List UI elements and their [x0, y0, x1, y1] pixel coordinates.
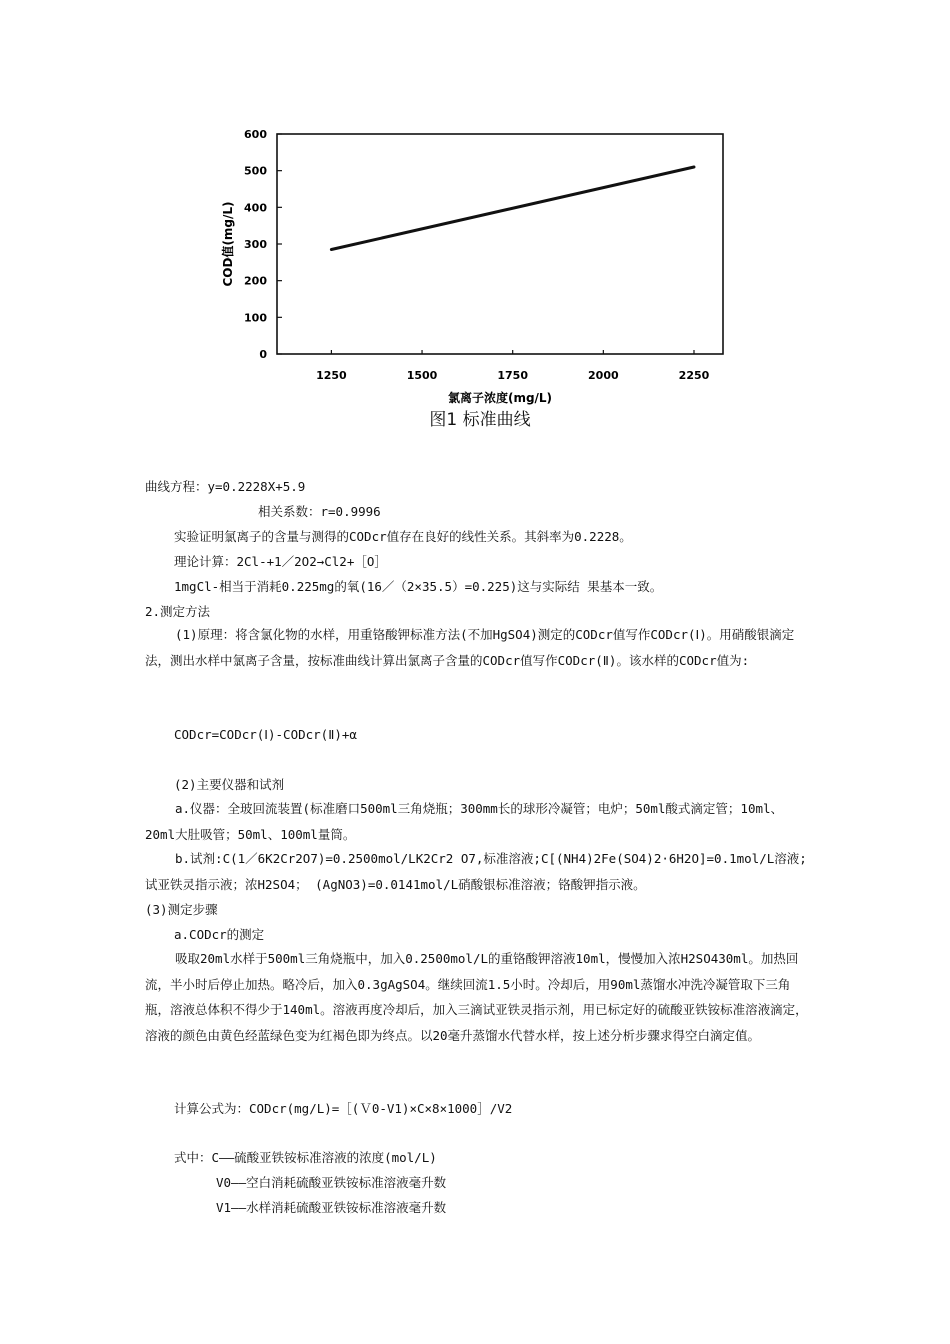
y-tick-label: 500 — [244, 164, 267, 178]
correlation-coefficient: 相关系数：r=0.9996 — [258, 504, 381, 519]
plot-frame — [277, 134, 723, 354]
x-tick-label: 1500 — [406, 369, 438, 382]
y-tick-label: 100 — [244, 311, 267, 325]
reagents-paragraph: b.试剂:C(1／6K2Cr2O7)=0.2500mol/LK2Cr2 O7,标准溶液;C[(NH4)2Fe(SO4)2·6H2O]=0.1mol/L溶液;试亚铁灵指示液；浓H2SO4； (AgNO3)=0.0141mol/L硝酸银标准溶液；铬酸钾指示液。 — [145, 851, 807, 892]
equivalence-text: 1mgCl-相当于消耗0.225mg的氧(16／（2×35.5）=0.225)这与实际结 果基本一致。 — [174, 579, 663, 594]
y-tick-label: 600 — [244, 128, 267, 141]
section-heading: 2.测定方法 — [145, 604, 211, 619]
step-a-paragraph: 吸取20ml水样于500ml三角烧瓶中，加入0.2500mol/L的重铬酸钾溶液10ml，慢慢加入浓H2SO430ml。加热回流，半小时后停止加热。略冷后，加入0.3gAgSO4。继续回流1.5小时。冷却后，用90ml蒸馏水冲洗冷凝管取下三角瓶，溶液总体积不得少于140ml。溶液再度冷却后，加入三滴试亚铁灵指示剂，用已标定好的硫酸亚铁铵标准溶液滴定，溶液的颜色由黄色经蓝绿色变为红褐色即为终点。以20毫升蒸馏水代替水样，按上述分析步骤求得空白滴定值。 — [145, 951, 808, 1043]
y-axis-label: COD值(mg/L) — [221, 201, 235, 287]
curve-equation: 曲线方程：y=0.2228X+5.9 — [145, 479, 306, 494]
x-axis-label: 氯离子浓度(mg/L) — [447, 391, 553, 405]
definition-v0: V0——空白消耗硫酸亚铁铵标准溶液毫升数 — [216, 1175, 447, 1190]
conclusion-text: 实验证明氯离子的含量与测得的CODcr值存在良好的线性关系。其斜率为0.2228。 — [174, 529, 632, 544]
calculation-formula: 计算公式为：CODcr(mg/L)=［(Ｖ0-V1)×C×8×1000］/V2 — [174, 1101, 513, 1116]
theory-calculation: 理论计算：2Cl-+1／2O2→Cl2+［O］ — [174, 554, 387, 569]
step-a-heading: a.CODcr的测定 — [174, 927, 265, 942]
x-tick-label: 1250 — [316, 369, 347, 382]
y-tick-label: 0 — [259, 348, 267, 361]
series-line — [331, 167, 694, 250]
definition-c: 式中：C——硫酸亚铁铵标准溶液的浓度(mol/L) — [174, 1150, 437, 1165]
formula-codcr: CODcr=CODcr(Ⅰ)-CODcr(Ⅱ)+α — [174, 727, 357, 742]
y-tick-label: 200 — [244, 274, 267, 288]
instruments-paragraph: a.仪器：全玻回流装置(标准磨口500ml三角烧瓶；300mm长的球形冷凝管；电炉；50ml酸式滴定管；10ml、20ml大肚吸管；50ml、100ml量筒。 — [145, 801, 784, 842]
figure-caption: 图1 标准曲线 — [429, 410, 531, 430]
definition-v1: V1——水样消耗硫酸亚铁铵标准溶液毫升数 — [216, 1200, 447, 1215]
x-tick-label: 1750 — [497, 369, 529, 382]
principle-paragraph: (1)原理：将含氯化物的水样，用重铬酸钾标准方法(不加HgSO4)测定的CODcr值写作CODcr(Ⅰ)。用硝酸银滴定法，测出水样中氯离子含量，按标准曲线计算出氯离子含量的CODcr值写作CODcr(Ⅱ)。该水样的CODcr值为: — [145, 627, 795, 668]
x-tick-label: 2000 — [588, 369, 619, 382]
instruments-heading: (2)主要仪器和试剂 — [174, 777, 285, 792]
steps-heading: (3)测定步骤 — [145, 902, 218, 917]
standard-curve-chart — [215, 125, 735, 415]
y-tick-label: 400 — [244, 201, 267, 215]
x-tick-label: 2250 — [678, 369, 710, 382]
y-tick-label: 300 — [244, 238, 267, 251]
